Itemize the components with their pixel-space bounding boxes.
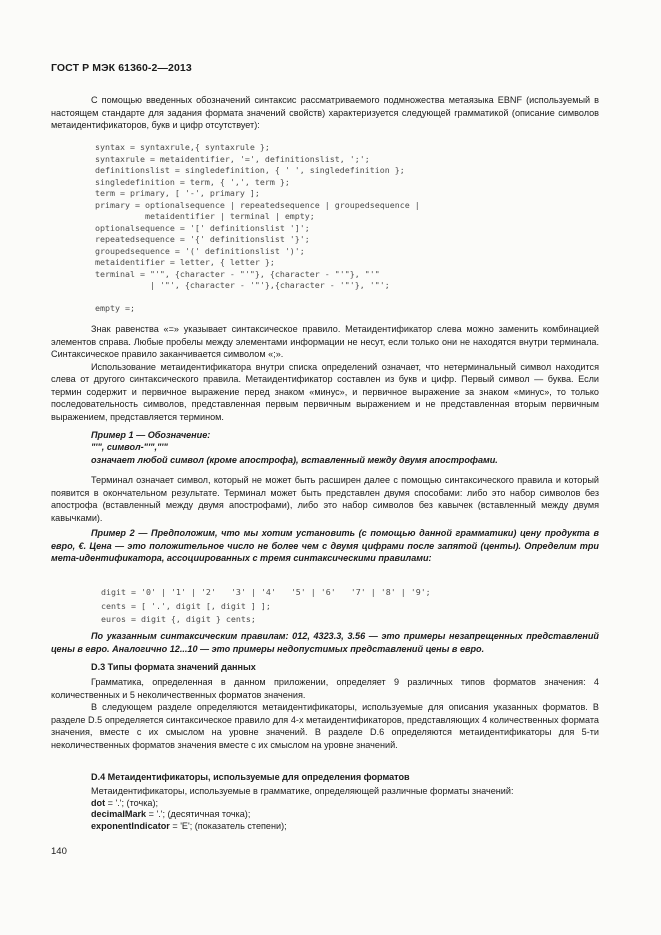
example2-result: По указанным синтаксическим правилам: 012, 4323.3, 3.56 — это примеры незапрещенных представлений цены в евро. Аналогично 12...10 — это примеры недопустимых представлений цены в евро. xyxy=(51,631,599,654)
page-header: ГОСТ Р МЭК 61360-2—2013 xyxy=(51,62,192,74)
intro-text: С помощью введенных обозначений синтаксис рассматриваемого подмножества метаязыка EBNF (используемый в настоящем стандарте для задания формата значений свойств) характеризуется следующей грамматикой (описание символов метаидентификаторов, букв и цифр отсутствует): xyxy=(51,95,599,130)
grammar-line: singledefinition = term, { ',', term }; xyxy=(95,176,290,187)
intro-paragraph xyxy=(51,94,599,132)
grammar-line: repeatedsequence = '{' definitionslist '}'; xyxy=(95,234,310,244)
example2-result-block xyxy=(51,630,599,655)
grammar-line: euros = digit {, digit } cents; xyxy=(101,614,256,625)
grammar-line: primary = optionalsequence | repeatedsequence | groupedsequence | xyxy=(95,199,420,210)
definition-item: decimalMark = '.'; (десятичная точка); xyxy=(91,809,251,820)
grammar-line: digit = '0' | '1' | '2' '3' | '4' '5' | '6' '7' | '8' | '9'; xyxy=(101,587,431,597)
grammar-line xyxy=(95,292,420,304)
section-d4-title: D.4 Метаидентификаторы, используемые для определения форматов xyxy=(91,772,410,782)
definition-item: exponentIndicator = 'E'; (показатель степени); xyxy=(91,820,287,831)
grammar-line: empty =; xyxy=(95,303,135,313)
paragraph-metaidentifier: Использование метаидентификатора внутри списка определений означает, что нетерминальный символ находится слева от другого синтаксического правила. Метаидентификатор составлен из букв и цифр. Первый символ — буква. Если термин содержит и первичное выражение перед знаком «минус», и первичное выражение за знаком «минус», то только последовательность символов, представленная первым первичным выражением и не представленная вторым первичным выражением, представляется термином. xyxy=(51,361,599,422)
example1-code: "'", символ-"'","'" xyxy=(91,442,168,453)
grammar-line: | '"', {character - '"'},{character - '"'}, '"'; xyxy=(95,280,390,290)
grammar-line: groupedsequence = '(' definitionslist ')'; xyxy=(95,245,305,256)
page-number: 140 xyxy=(51,846,67,857)
paragraph-equals-sign: Знак равенства «=» указывает синтаксическое правило. Метаидентификатор слева можно заменить комбинацией элементов справа. Любые пробелы между элементами информации не несут, если только они не находятся внутри терминала. Синтаксическое правило заканчивается символом «;». xyxy=(51,324,599,359)
grammar-line: term = primary, [ '-', primary ]; xyxy=(95,188,260,198)
section-d3-p1: Грамматика, определенная в данном приложении, определяет 9 различных типов форматов значения: 4 количественных и 5 неколичественных форматов значения. xyxy=(51,677,599,700)
grammar-line: metaidentifier | terminal | empty; xyxy=(95,211,315,221)
grammar-line: syntaxrule = metaidentifier, '=', definitionslist, ';'; xyxy=(95,153,370,164)
grammar-line: syntax = syntaxrule,{ syntaxrule }; xyxy=(95,142,270,152)
price-grammar-listing xyxy=(101,586,431,627)
example1-label: Пример 1 — Обозначение: xyxy=(91,430,211,440)
grammar-line: terminal = "'", {character - "'"}, {character - "'"}, "'" xyxy=(95,268,380,279)
grammar-line: optionalsequence = '[' definitionslist ']'; xyxy=(95,222,310,233)
example1-block xyxy=(91,429,498,466)
explanation-block xyxy=(51,323,599,423)
section-d3-body xyxy=(51,676,599,751)
grammar-listing xyxy=(95,142,420,315)
grammar-line: metaidentifier = letter, { letter }; xyxy=(95,257,275,267)
section-d3-title: D.3 Типы формата значений данных xyxy=(91,662,256,672)
definition-item: dot = '.'; (точка); xyxy=(91,797,159,808)
paragraph-terminal: Терминал означает символ, который не может быть расширен далее с помощью синтаксического правила и который появится в окончательном результате. Терминал может быть представлен двумя способами: либо это набор символов без апострофа (вставленный между двумя апострофами), либо это набор символов без кавычек (вставленный между двумя кавычками). xyxy=(51,475,599,523)
grammar-line: cents = [ '.', digit [, digit ] ]; xyxy=(101,600,271,611)
section-d4-body xyxy=(91,786,514,832)
example1-meaning: означает любой символ (кроме апострофа), вставленный между двумя апострофами. xyxy=(91,454,498,465)
section-d4-intro: Метаидентификаторы, используемые в грамматике, определяющей различные форматы значений: xyxy=(91,786,514,796)
example2-text: Пример 2 — Предположим, что мы хотим установить (с помощью данной грамматики) цену продукта в евро, €. Цена — это положительное число не более чем с двумя цифрами после запятой (центы). Определим три мета-идентификатора, ассоциированных с тремя синтаксическими правилами: xyxy=(51,528,599,563)
terminal-paragraph xyxy=(51,474,599,524)
grammar-line: definitionslist = singledefinition, { ' ', singledefinition }; xyxy=(95,165,405,175)
section-d3-p2: В следующем разделе определяются метаидентификаторы, используемые для описания указанных форматов. В разделе D.5 определяется синтаксическое правило для 4-х метаидентификаторов, представляющих 4 количественных формата значения, вместе с их смыслом на уровне значений. В разделе D.6 определяются метаидентификаторы для 5-ти неколичественных форматов значения вместе с их смыслом на уровне значений. xyxy=(51,702,599,750)
example2-block xyxy=(51,527,599,565)
